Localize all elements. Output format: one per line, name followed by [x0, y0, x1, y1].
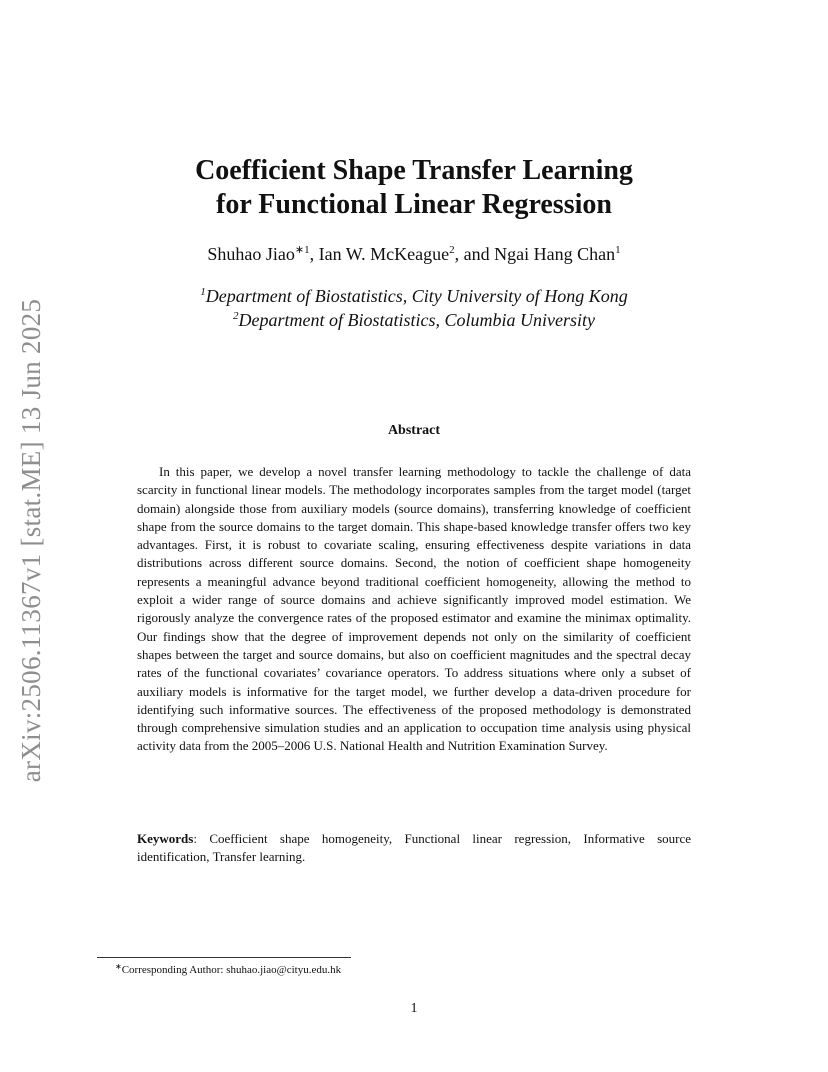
- author-affiliation-mark: 1: [615, 244, 621, 256]
- paper-title-line-1: Coefficient Shape Transfer Learning: [195, 155, 633, 186]
- affiliation-mark: 1: [200, 286, 206, 298]
- keywords-paragraph: [137, 830, 691, 867]
- abstract-heading: Abstract: [387, 423, 441, 438]
- affiliation-line: [0, 308, 828, 332]
- footnote-divider: [97, 957, 351, 958]
- abstract-body: In this paper, we develop a novel transfer learning methodology to tackle the challenge of data scarcity in functional linear models. The methodology incorporates samples from the target model (target domain) alongside those from auxiliary models (source domains), transferring knowledge of coefficient shape from the source domains to the target domain. This shape-based knowledge transfer offers two key advantages. First, it is robust to covariate scaling, ensuring effectiveness despite variations in data distributions across different source domains. Second, the notion of coefficient shape homogeneity represents a meaningful advance beyond traditional coefficient homogeneity, allowing the method to exploit a wider range of source domains and achieve significantly improved model estimation. We rigorously analyze the convergence rates of the proposed estimator and examine the minimax optimality. Our findings show that the degree of improvement depends not only on the similarity of coefficient shapes between the target and source domains, but also on coefficient magnitudes and the spectral decay rates of the functional covariates’ covariance operators. To address situations where only a subset of auxiliary models is informative for the target model, we further develop a data-driven procedure for identifying such informative sources. The effectiveness of the proposed methodology is demonstrated through comprehensive simulation studies and an application to occupation time analysis using physical activity data from the 2005–2006 U.S. National Health and Nutrition Examination Survey.: [137, 464, 691, 754]
- page-number: 1: [410, 1001, 418, 1016]
- footnote: [115, 963, 341, 977]
- author-separator: ,: [309, 244, 319, 264]
- affiliation-line: [0, 284, 828, 308]
- affiliation-list: [0, 284, 828, 332]
- keywords-text: Coefficient shape homogeneity, Functional linear regression, Informative source identification, Transfer learning.: [137, 831, 691, 865]
- author-name: Ian W. McKeague: [318, 244, 450, 264]
- author-affiliation-mark: 2: [449, 244, 455, 256]
- keywords-label: Keywords: [137, 831, 194, 846]
- paper-title-line-2: for Functional Linear Regression: [216, 189, 612, 220]
- arxiv-identifier-stamp: [2, 295, 62, 785]
- arxiv-identifier-text: arXiv:2506.11367v1 [stat.ME] 13 Jun 2025: [16, 298, 47, 782]
- paper-title: [0, 154, 828, 222]
- author-name: Ngai Hang Chan: [494, 244, 616, 264]
- affiliation-text: Department of Biostatistics, City University of Hong Kong: [205, 286, 628, 306]
- author-separator: , and: [454, 244, 495, 264]
- affiliation-mark: 2: [233, 310, 239, 322]
- keywords-separator: :: [193, 831, 210, 846]
- author-affiliation-mark: ∗1: [294, 244, 310, 256]
- footnote-mark: ∗: [115, 962, 122, 971]
- affiliation-text: Department of Biostatistics, Columbia University: [238, 310, 595, 330]
- author-list: [0, 243, 828, 265]
- footnote-text: Corresponding Author: shuhao.jiao@cityu.edu.hk: [121, 964, 342, 976]
- author-name: Shuhao Jiao: [207, 244, 295, 264]
